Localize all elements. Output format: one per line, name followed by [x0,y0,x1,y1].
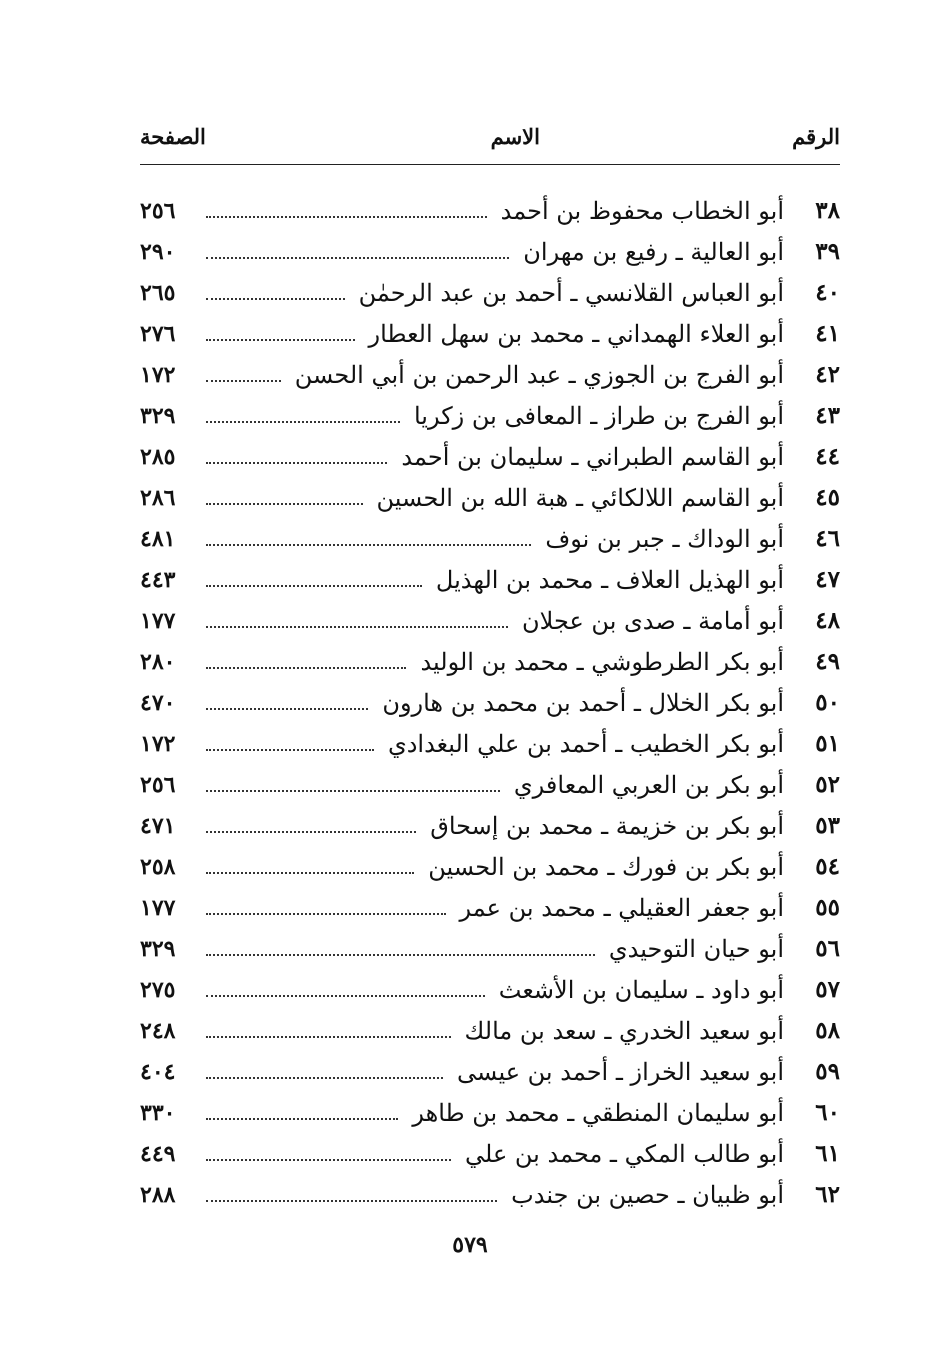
entry-page: ١٧٧ [140,607,176,634]
entry-page: ٤٠٤ [140,1058,176,1085]
dot-leader [206,708,368,710]
entry-number: ٥٥ [815,894,840,921]
entry-page: ٢٨٨ [140,1181,176,1208]
list-item [140,764,840,805]
dot-leader [206,749,374,751]
dot-leader [206,831,416,833]
list-item [140,1133,840,1174]
entry-name: أبو داود ـ سليمان بن الأشعث [498,975,784,1004]
header-name-label: الاسم [490,124,540,149]
entry-number: ٥١ [815,730,840,757]
header-number-label: الرقم [792,124,840,149]
entry-page: ٤٨١ [140,525,176,552]
entry-number: ٤٤ [815,443,840,470]
entry-page: ١٧٢ [140,361,176,388]
entry-name: أبو بكر بن خزيمة ـ محمد بن إسحاق [430,811,784,840]
entry-page: ٤٤٣ [140,566,176,593]
entry-page: ٢٨٦ [140,484,176,511]
entry-name: أبو العباس القلانسي ـ أحمد بن عبد الرحمٰن [358,278,784,307]
entry-number: ٤٩ [815,648,840,675]
entry-number: ٤٣ [815,402,840,429]
entries-list [140,190,840,1215]
entry-number: ٤٥ [815,484,840,511]
list-item [140,600,840,641]
entry-name: أبو سعيد الخراز ـ أحمد بن عيسى [457,1057,784,1086]
entry-number: ٤٨ [815,607,840,634]
entry-name: أبو الوداك ـ جبر بن نوف [545,524,784,553]
dot-leader [206,995,485,997]
entry-page: ٢٧٦ [140,320,176,347]
entry-number: ٥٠ [815,689,840,716]
entry-page: ٣٢٩ [140,935,176,962]
entry-name: أبو العالية ـ رفيع بن مهران [523,237,784,266]
list-item [140,1092,840,1133]
list-item [140,1174,840,1215]
list-item [140,477,840,518]
page-number: ٥٧٩ [452,1232,488,1258]
entry-page: ١٧٧ [140,894,176,921]
entry-name: أبو بكر بن العربي المعافري [513,770,784,799]
list-item [140,1010,840,1051]
list-item [140,272,840,313]
entry-number: ٥٦ [815,935,840,962]
entry-number: ٥٤ [815,853,840,880]
list-item [140,190,840,231]
entry-number: ٣٩ [815,238,840,265]
entry-name: أبو بكر الطرطوشي ـ محمد بن الوليد [420,647,784,676]
list-item [140,969,840,1010]
entry-name: أبو جعفر العقيلي ـ محمد بن عمر [459,893,784,922]
entry-name: أبو حيان التوحيدي [608,934,784,963]
dot-leader [206,544,531,546]
entry-number: ٥٣ [815,812,840,839]
entry-name: أبو الفرج بن طراز ـ المعافى بن زكريا [413,401,784,430]
dot-leader [206,626,508,628]
list-item [140,723,840,764]
list-item [140,682,840,723]
entry-page: ٢٥٨ [140,853,176,880]
list-item [140,231,840,272]
entry-page: ١٧٢ [140,730,176,757]
entry-page: ٣٢٩ [140,402,176,429]
list-item [140,395,840,436]
entry-name: أبو أمامة ـ صدى بن عجلان [522,606,784,635]
dot-leader [206,380,281,382]
entry-name: أبو الهذيل العلاف ـ محمد بن الهذيل [435,565,784,594]
entry-number: ٥٧ [815,976,840,1003]
dot-leader [206,790,500,792]
dot-leader [206,1077,443,1079]
dot-leader [206,1159,451,1161]
entry-number: ٤٦ [815,525,840,552]
entry-name: أبو سليمان المنطقي ـ محمد بن طاهر [412,1098,784,1127]
entry-number: ٦٢ [815,1181,840,1208]
entry-page: ٢٦٥ [140,279,176,306]
entry-page: ٢٥٦ [140,771,176,798]
list-item [140,313,840,354]
entry-name: أبو بكر الخلال ـ أحمد بن محمد بن هارون [382,688,784,717]
dot-leader [206,339,355,341]
dot-leader [206,216,487,218]
entry-page: ٣٣٠ [140,1099,176,1126]
entry-name: أبو طالب المكي ـ محمد بن علي [465,1139,784,1168]
list-item [140,436,840,477]
dot-leader [206,585,422,587]
entry-number: ٥٢ [815,771,840,798]
list-item [140,518,840,559]
entry-page: ٢٤٨ [140,1017,176,1044]
list-item [140,887,840,928]
entry-page: ٢٩٠ [140,238,176,265]
entry-number: ٤١ [815,320,840,347]
dot-leader [206,421,400,423]
dot-leader [206,462,387,464]
entry-number: ٦١ [815,1140,840,1167]
entry-number: ٦٠ [815,1099,840,1126]
dot-leader [206,503,363,505]
dot-leader [206,1036,451,1038]
entry-name: أبو القاسم اللالكائي ـ هبة الله بن الحسين [376,483,784,512]
entry-number: ٣٨ [815,197,840,224]
entry-name: أبو العلاء الهمداني ـ محمد بن سهل العطار [368,319,784,348]
entry-number: ٤٧ [815,566,840,593]
entry-page: ٤٧٠ [140,689,176,716]
header-divider [140,164,840,165]
dot-leader [206,257,509,259]
dot-leader [206,872,414,874]
dot-leader [206,298,345,300]
list-item [140,641,840,682]
list-item [140,1051,840,1092]
entry-page: ٢٨٠ [140,648,176,675]
entry-page: ٤٤٩ [140,1140,176,1167]
entry-number: ٥٩ [815,1058,840,1085]
entry-page: ٤٧١ [140,812,176,839]
dot-leader [206,1118,398,1120]
table-header [140,124,840,158]
entry-page: ٢٧٥ [140,976,176,1003]
entry-name: أبو بكر بن فورك ـ محمد بن الحسين [428,852,784,881]
entry-page: ٢٨٥ [140,443,176,470]
entry-name: أبو سعيد الخدري ـ سعد بن مالك [464,1016,784,1045]
list-item [140,354,840,395]
list-item [140,559,840,600]
entry-name: أبو بكر الخطيب ـ أحمد بن علي البغدادي [387,729,784,758]
entry-number: ٤٠ [815,279,840,306]
entry-page: ٢٥٦ [140,197,176,224]
entry-name: أبو القاسم الطبراني ـ سليمان بن أحمد [401,442,784,471]
dot-leader [206,1200,497,1202]
entry-number: ٤٢ [815,361,840,388]
entry-name: أبو الفرج بن الجوزي ـ عبد الرحمن بن أبي الحسن [294,360,784,389]
header-page-label: الصفحة [140,124,206,149]
entry-number: ٥٨ [815,1017,840,1044]
dot-leader [206,667,406,669]
list-item [140,846,840,887]
entry-name: أبو ظبيان ـ حصين بن جندب [511,1180,784,1209]
dot-leader [206,954,595,956]
list-item [140,805,840,846]
entry-name: أبو الخطاب محفوظ بن أحمد [500,196,784,225]
dot-leader [206,913,446,915]
list-item [140,928,840,969]
